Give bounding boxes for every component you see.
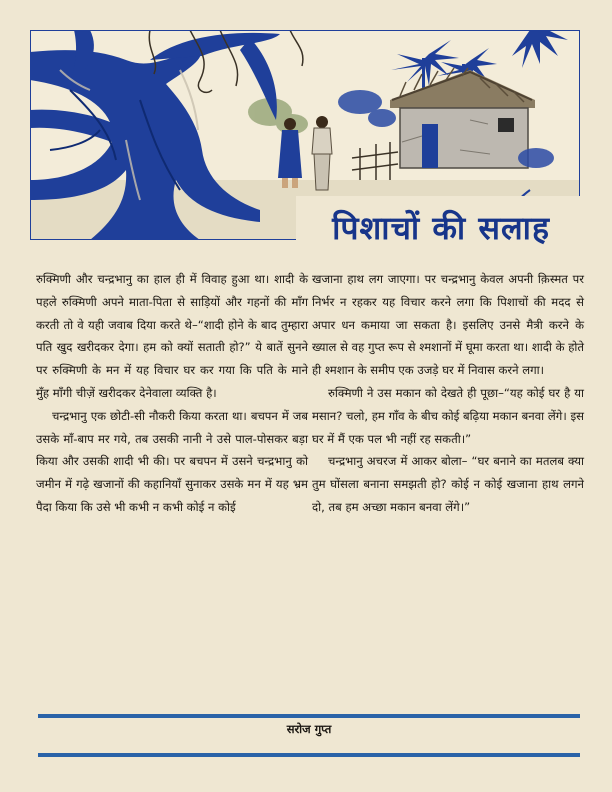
divider-rule bbox=[38, 753, 580, 757]
divider-rule bbox=[38, 714, 580, 718]
paragraph: खजाना हाथ लग जाएगा। पर चन्द्रभानु केवल अपनी क़िस्मत पर निर्भर न रहकर यह विचार करने लगा कि पिशाचों की मदद से अपार धन कमाया जा सकता है। इसलिए उनसे मैत्री करने के ख्याल से वह गुप्त रूप से श्मशानों में घूमा करता था। शादी के होते ही श्मशान के समीप एक उजड़े घर में निवास करने लगा। bbox=[312, 272, 584, 378]
paragraph: रुक्मिणी ने उस मकान को देखते ही पूछा–“यह कोई घर है या मसान? चलो, हम गाँव के बीच कोई बढ़िया मकान बनवा लेंगे। इस घर में मैं एक पल भी नहीं रह सकती।” bbox=[312, 385, 584, 446]
story-title: पिशाचों की सलाह bbox=[296, 196, 586, 258]
paragraph: रुक्मिणी और चन्द्रभानु का हाल ही में विवाह हुआ था। शादी के पहले रुक्मिणी अपने माता-पिता से साड़ियों और गहनों की माँग करती तो वे यही जवाब दिया करते थे–“शादी होने के बाद तुम्हारा पति खुद खरीदकर देगा। हम को क्यों सताती हो?” ये बातें सुनने पर रुक्मिणी के मन में यह विचार घर कर गया कि पति के माने मुँह माँगी चीज़ें खरीदकर देनेवाला व्यक्ति है। bbox=[36, 272, 308, 400]
left-column bbox=[36, 268, 308, 519]
right-column bbox=[312, 268, 584, 519]
paragraph: चन्द्रभानु अचरज में आकर बोला– “घर बनाने का मतलब क्या तुम घोंसला बनाना समझती हो? कोई न कोई खजाना हाथ लगने दो, तब हम अच्छा मकान बनवा लेंगे।” bbox=[312, 454, 584, 514]
paragraph: चन्द्रभानु एक छोटी-सी नौकरी किया करता था। बचपन में जब उसके माँ-बाप मर गये, तब उसकी नानी ने उसे पाल-पोसकर बड़ा किया और उसकी शादी भी की। पर बचपन में उसने चन्द्रभानु को जमीन में गढ़े खजानों की कहानियाँ सुनाकर उसके मन में यह भ्रम पैदा किया कि उसे भी कभी न कभी कोई न कोई bbox=[36, 408, 308, 514]
author-name: सरोज गुप्त bbox=[286, 722, 332, 736]
